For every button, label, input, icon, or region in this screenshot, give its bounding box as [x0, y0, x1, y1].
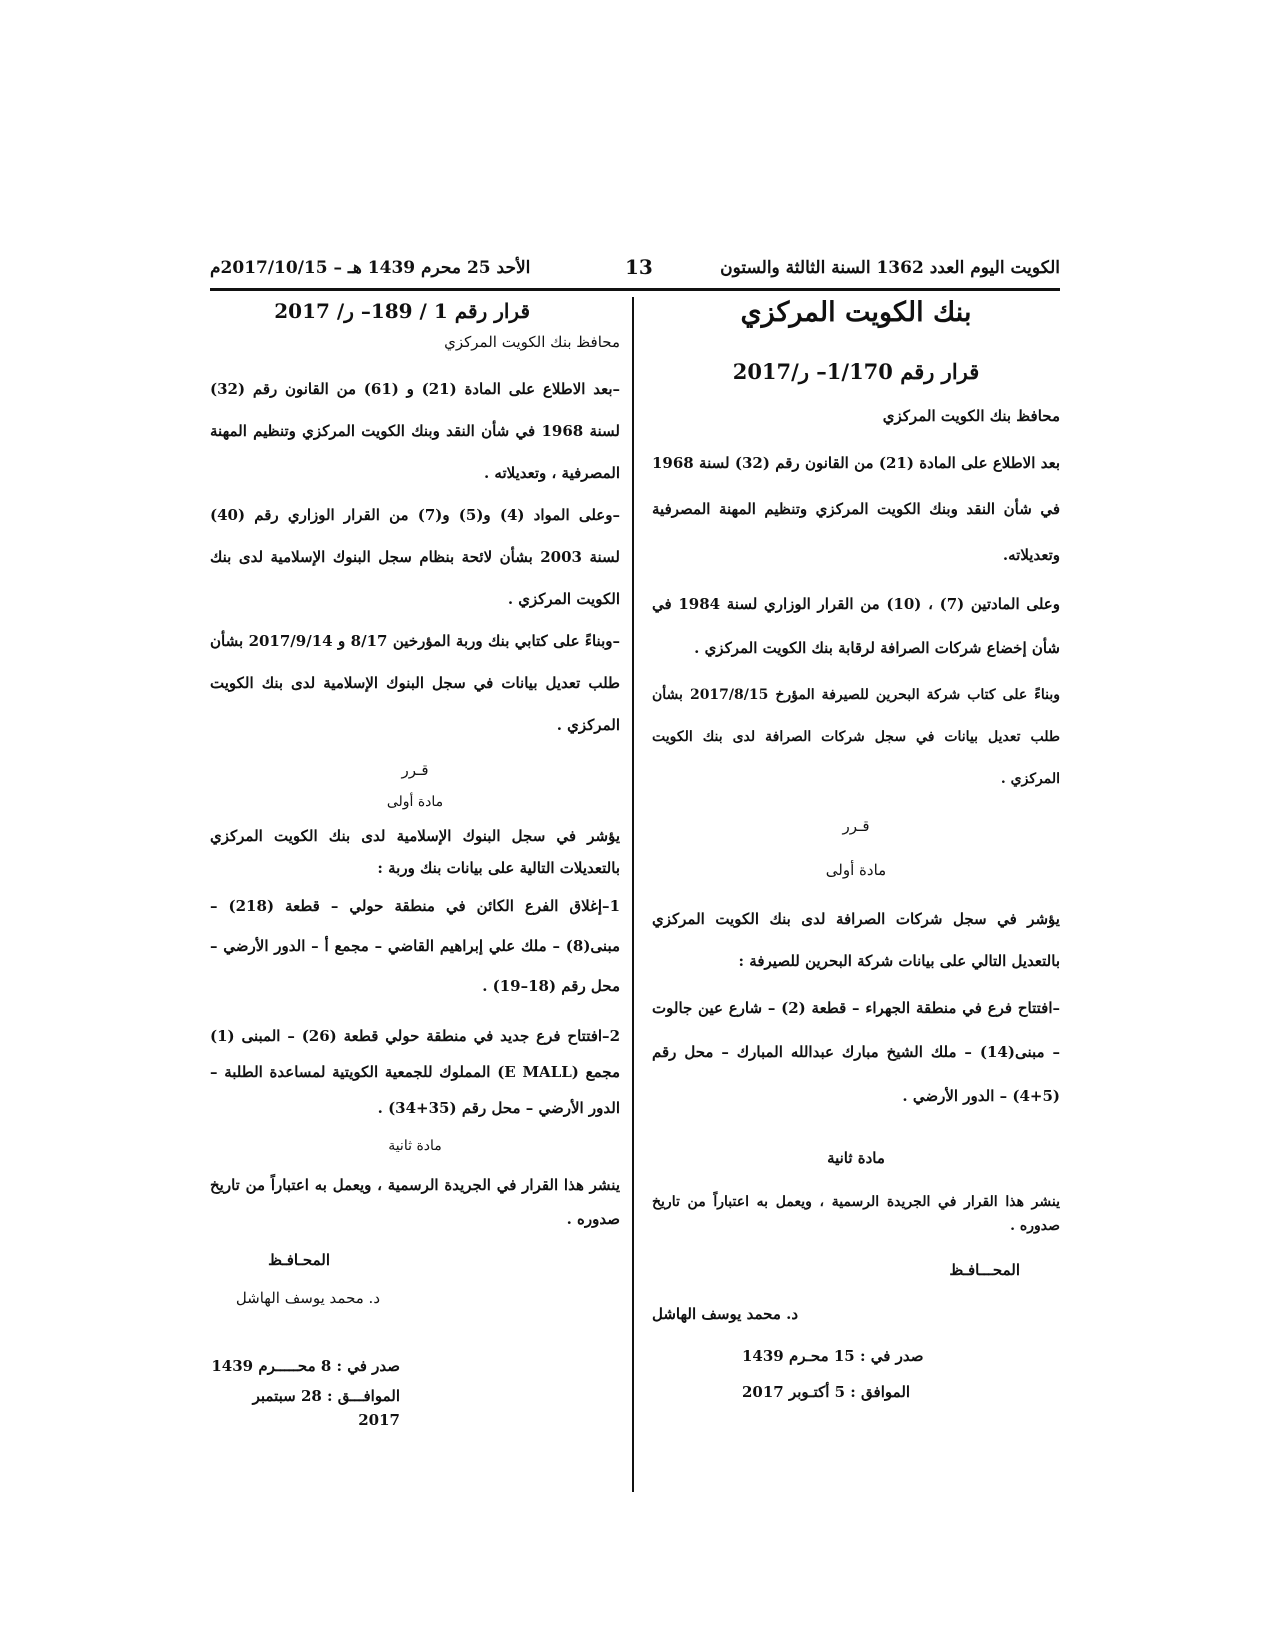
issued-hijri: صدر في : 15 محـرم 1439 [742, 1347, 924, 1365]
issuer: محافظ بنك الكويت المركزي [882, 407, 1060, 425]
preamble-1: بعد الاطلاع على المادة (21) من القانون رقم (32) لسنة 1968 في شأن النقد وبنك الكويت المركزي وتنظيم المهنة المصرفية وتعديلاته. [652, 454, 1060, 564]
decision-number: قرار رقم 1/170– ر/2017 [732, 359, 980, 384]
article-2-text: ينشر هذا القرار في الجريدة الرسمية ، ويعمل به اعتباراً من تاريخ صدوره . [210, 1176, 620, 1228]
article-2-title: مادة ثانية [827, 1149, 885, 1167]
left-column [210, 296, 620, 1432]
article-1-text: يؤشر في سجل شركات الصرافة لدى بنك الكويت المركزي بالتعديل التالي على بيانات شركة البحرين للصيرفة : [652, 910, 1060, 970]
column-divider [632, 297, 634, 1492]
decided: قـرر [401, 761, 429, 779]
governor-name: د. محمد يوسف الهاشل [652, 1305, 799, 1323]
page-header [210, 252, 1060, 291]
decision-number: قرار رقم 1 / 189– ر/ 2017 [274, 299, 530, 323]
page-number: 13 [625, 255, 653, 279]
issued-gregorian: الموافق : 5 أكتـوبر 2017 [742, 1383, 911, 1401]
article-1-title: مادة أولى [386, 794, 444, 810]
article-1-text: يؤشر في سجل البنوك الإسلامية لدى بنك الكويت المركزي بالتعديلات التالية على بيانات بنك وربة : [210, 827, 620, 877]
issue-info: الكويت اليوم العدد 1362 السنة الثالثة والستون [720, 258, 1060, 278]
issued-gregorian: الموافـــق : 28 سبتمبر 2017 [252, 1387, 400, 1429]
right-column [652, 296, 1060, 1404]
preamble-1: –بعد الاطلاع على المادة (21) و (61) من القانون رقم (32) لسنة 1968 في شأن النقد وبنك الكويت المركزي وتنظيم المهنة المصرفية ، وتعديلاته . [210, 380, 620, 482]
preamble-3: –وبناءً على كتابي بنك وربة المؤرخين 8/17 و 2017/9/14 بشأن طلب تعديل بيانات في سجل البنوك الإسلامية لدى بنك الكويت المركزي . [210, 632, 620, 734]
article-1-item: –افتتاح فرع في منطقة الجهراء – قطعة (2) – شارع عين جالوت – مبنى(14) – ملك الشيخ مبارك عبدالله المبارك – محل رقم (5+4) – الدور الأرضي . [652, 999, 1060, 1105]
issued-hijri: صدر في : 8 محـــــرم 1439 [211, 1357, 400, 1375]
governor-name: د. محمد يوسف الهاشل [235, 1289, 380, 1307]
decided: قـرر [842, 817, 870, 835]
article-2-title: مادة ثانية [388, 1138, 442, 1154]
article-2-text: ينشر هذا القرار في الجريدة الرسمية ، ويعمل به اعتباراً من تاريخ صدوره . [652, 1194, 1061, 1234]
article-1-title: مادة أولى [825, 861, 887, 879]
preamble-2: –وعلى المواد (4) و(5) و(7) من القرار الوزاري رقم (40) لسنة 2003 بشأن لائحة بنظام سجل البنوك الإسلامية لدى بنك الكويت المركزي . [210, 506, 620, 608]
issuer: محافظ بنك الكويت المركزي [444, 333, 620, 351]
issue-date: الأحد 25 محرم 1439 هـ – 2017/10/15م [210, 258, 531, 278]
preamble-3: وبناءً على كتاب شركة البحرين للصيرفة المؤرخ 2017/8/15 بشأن طلب تعديل بيانات في سجل شركات الصرافة لدى بنك الكويت المركزي . [652, 687, 1060, 787]
article-1-item-2: 2–افتتاح فرع جديد في منطقة حولي قطعة (26) – المبنى (1) مجمع (E MALL) المملوك للجمعية الكويتية لمساعدة الطلبة – الدور الأرضي – محل رقم (35+34) . [210, 1027, 620, 1117]
governor-title: المحـافـظ [268, 1251, 330, 1269]
bank-title: بنك الكويت المركزي [740, 297, 972, 328]
preamble-2: وعلى المادتين (7) ، (10) من القرار الوزاري لسنة 1984 في شأن إخضاع شركات الصرافة لرقابة بنك الكويت المركزي . [652, 595, 1061, 657]
governor-title: المحـــافـظ [949, 1261, 1020, 1279]
article-1-item-1: 1–إغلاق الفرع الكائن في منطقة حولي – قطعة (218) – مبنى(8) – ملك علي إبراهيم القاضي – مجمع أ – الدور الأرضي – محل رقم (18–19) . [210, 897, 620, 995]
